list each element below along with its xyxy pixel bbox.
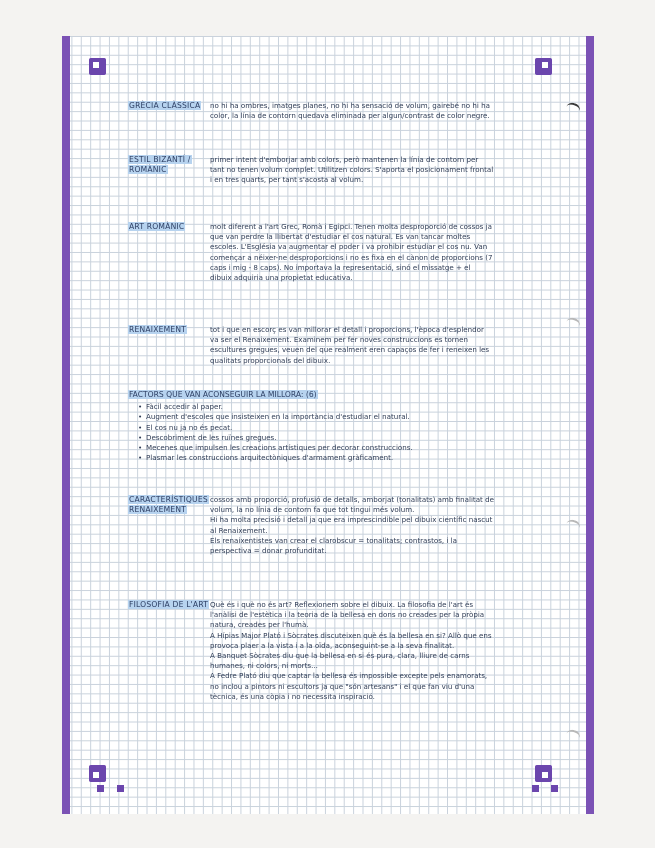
section-text: tot i que en escorç es van millorar el detall i proporcions, l'època d'esplendor va ser el Renaixement. Examinem per fer noves construccions es tornen escultures gregues, veuen del que realment eren capaços de fer i reneixen les qualitats proporcionals del dibuix.: [210, 325, 490, 365]
right-binding-strip: [586, 36, 594, 814]
list-item: • Mecenes que impulsen les creacions artístiques per decorar construccions.: [138, 443, 494, 453]
section-text: [210, 600, 494, 702]
section-text: [210, 495, 494, 556]
section-label: GRÈCIA CLÀSSICA: [129, 101, 201, 110]
small-square-mark-icon: [117, 785, 124, 792]
paragraph: Què és i què no és art? Reflexionem sobre el dibuix. La filosofia de l'art és l'anàlisi de l'estètica i la teoria de la bellesa en dons no creades per la pròpia natura, creades per l'humà.: [210, 600, 485, 630]
small-square-mark-icon: [551, 785, 558, 792]
section-caracteristiques: [128, 495, 494, 556]
section-text: molt diferent a l'art Grec, Romà i Egipci. Tenen molta desproporció de cossos ja que van perdre la llibertat d'estudiar el cos natural. Es van tancar moltes escoles. L'Església va augmentar el poder i va prohibir estudiar el cos nu. Van començar a néixer-ne desproporcions i no es fixa en el cànon de proporcions (7 caps i mig - 8 caps). No importava la representació, sinó el missatge + el dibuix adquiria una propietat educativa.: [210, 222, 493, 283]
corner-mark-icon: [535, 765, 552, 782]
factors-list: [138, 402, 494, 463]
factors-heading: FACTORS QUE VAN ACONSEGUIR LA MILLORA: (6): [129, 390, 317, 399]
small-square-mark-icon: [532, 785, 539, 792]
section-label: FILOSOFIA DE L'ART: [129, 600, 209, 609]
paragraph: cossos amb proporció, profusió de detalls, amborjat (tonalitats) amb finalitat de volum, la no línia de contorn fa que tot tingui més volum.: [210, 495, 494, 515]
paragraph: Els renaixentistes van crear el clarobscur = tonalitats; contrastos, i la perspectiva = donar profunditat.: [210, 535, 457, 556]
list-item: • Descobriment de les ruïnes gregues.: [138, 433, 494, 443]
section-text: primer intent d'emborjar amb colors, però mantenen la línia de contorn per tant no tenen volum complet. Utilitzen colors. S'aporta el posicionament frontal i en tres quarts, per tant s'acosta al volum.: [210, 155, 494, 185]
paragraph: A Hípias Major Plató i Sòcrates discuteixen què és la bellesa en si? Allò que ens provoca plaer a la vista i a la oïda, aconseguint-se a la seva finalitat.: [210, 630, 492, 650]
corner-mark-icon: [89, 58, 106, 75]
left-binding-strip: [62, 36, 70, 814]
corner-mark-icon: [89, 765, 106, 782]
section-label: ART ROMÀNIC: [129, 222, 185, 231]
paragraph: Hi ha molta precisió i detall ja que era imprescindible pel dibuix científic nascut al Renaixement.: [210, 515, 493, 535]
small-square-mark-icon: [97, 785, 104, 792]
section-label: RENAIXEMENT: [129, 325, 187, 334]
paragraph: A Banquet Sòcrates diu que la bellesa en si és pura, clara, lliure de carns humanes, ni colors, ni morts...: [210, 651, 470, 671]
section-grecia-classica: [128, 101, 494, 121]
section-factors: [128, 390, 494, 463]
section-renaixement: [128, 325, 494, 366]
list-item: • Fàcil accedir al paper.: [138, 402, 494, 412]
list-item: • El cos nu ja no és pecat.: [138, 423, 494, 433]
section-art-romanic: [128, 222, 494, 283]
section-label: ESTIL BIZANTÍ / ROMÀNIC: [129, 155, 191, 175]
list-item: • Plasmar les construccions arquitectòniques d'armament gràficament.: [138, 453, 494, 463]
section-label: CARACTERÍSTIQUES RENAIXEMENT: [129, 495, 208, 515]
paragraph: A Fedre Plató diu que captar la bellesa és impossible excepte pels enamorats, no inclou a pintors ni escultors ja que "són artesans" i el que fan viu d'una tècnica, és una còpia i no necessita inspiració.: [210, 671, 488, 701]
corner-mark-icon: [535, 58, 552, 75]
section-estil-bizanti: [128, 155, 494, 186]
section-text: no hi ha ombres, imatges planes, no hi ha sensació de volum, gairebé no hi ha color, la línia de contorn quedava eliminada per algun/contrast de color negre.: [210, 101, 490, 121]
list-item: • Augment d'escoles que insisteixen en la importància d'estudiar el natural.: [138, 412, 494, 422]
section-filosofia: [128, 600, 494, 702]
